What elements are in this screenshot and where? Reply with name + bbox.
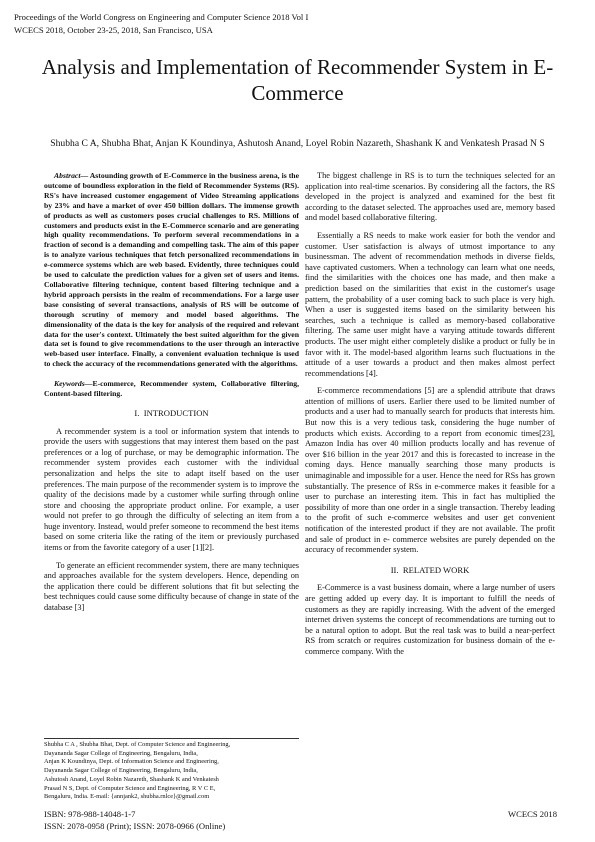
right-column	[305, 171, 555, 658]
left-column	[44, 171, 299, 614]
issn-line: ISSN: 2078-0958 (Print); ISSN: 2078-0966 (Online)	[44, 821, 226, 831]
section-number: I.	[134, 407, 140, 418]
footnote-line: Bengaluru, India. E-mail: {annjank2, shubha.rnlce}@gmail.com	[44, 793, 210, 801]
section-heading-related-work	[305, 565, 555, 576]
body-paragraph-3: E-commerce recommendations [5] are a splendid attribute that draws attention of millions of users. Earlier there used to be limited number of products and a user had to manually search for products that interests him. But now this is a very tedious task, considering the huge number of products which exists. According to a report from economic times[23], Amazon India has over 40 million products locally and has revenue of over $16 billion in the year 2017 and this is forecasted to increase in the coming days. Hence manually searching those many products is unimaginable and impossible for a user. Hence the need for RSs has grown substantially. The presence of RSs in e-commerce makes it feasible for a user to purchase an interesting item. This in fact has multiplied the possibility of more than one order in a single transaction. Thereby leading to the profit of such e-commerce websites and user get convenient notification of the interested product if they are not available. The profit and sale of product in e- commerce websites are purely depended on the accuracy of recommender system.	[305, 386, 555, 555]
abstract	[44, 171, 299, 369]
body-paragraph-2: Essentially a RS needs to make work easier for both the vendor and customer. User satisfaction is always of utmost importance to any businessman. The advent of recommendation methods in diverse fields, have captivated customers. When a technology can learn what one needs, find the similarities with the choices one has made, and then make a prediction based on the similarities that exist in the customer's usage pattern, the probability of a user coming back to such place is very high. When a user is suggested items based on the similarity between his searches, such a technique is called as memory-based collaborative filtering. The same user might have a varying attitude towards different products. The user might either completely dislike a product or fully be in favor with it. The model-based algorithm learns such fluctuations in the attitude of a user towards a product and then makes almost perfect recommendations [4].	[305, 230, 555, 378]
section-number: II.	[390, 564, 399, 575]
section-title: RELATED WORK	[402, 564, 470, 575]
footnote-line: Dayananda Sagar College of Engineering, Bengaluru, India,	[44, 767, 198, 775]
intro-paragraph-2: To generate an efficient recommender system, there are many techniques and approaches available for the system developers. Hence, depending on the application there could be different solutions that fit but selecting the best techniques could cause some difficulty because of change in state of the database [3]	[44, 560, 299, 613]
paper-title: Analysis and Implementation of Recommender System in E-Commerce	[41, 55, 554, 105]
footnote-line: Ashutosh Anand, Loyel Robin Nazareth, Shashank K and Venkatesh	[44, 775, 219, 783]
keywords-text: E-commerce, Recommender system, Collaborative filtering, Content-based filtering.	[44, 379, 299, 399]
header-line-1: Proceedings of the World Congress on Engineering and Computer Science 2018 Vol I	[14, 12, 309, 22]
body-paragraph-1: The biggest challenge in RS is to turn the techniques selected for an application into real-time scenarios. By considering all the factors, the RS developed in the project is analyzed and examined for the best fit according to the dataset selected. The approaches used are, memory based and model based collaborative filtering.	[305, 171, 555, 223]
author-list: Shubha C A, Shubha Bhat, Anjan K Koundinya, Ashutosh Anand, Loyel Robin Nazareth, Shashank K and Venkatesh Prasad N S	[50, 138, 545, 149]
header-line-2: WCECS 2018, October 23-25, 2018, San Francisco, USA	[14, 24, 213, 35]
section-initial: I	[143, 407, 147, 418]
section-heading-introduction	[44, 408, 299, 419]
keywords-label: Keywords—	[54, 379, 93, 389]
abstract-label: Abstract—	[54, 171, 89, 180]
footnote-line: Anjan K Koundinya, Dept. of Information Science and Engineering,	[44, 758, 219, 766]
isbn-line: ISBN: 978-988-14048-1-7	[44, 809, 136, 819]
abstract-text: Astounding growth of E-Commerce in the business arena, is the outcome of boundless exploration in the field of Recommender Systems (RS). RS's have increased customer engagement of Video Streaming applications by 23% and have a market of over 450 billion dollars. The immense growth of products as well as customers poses crucial challenges to RS. Millions of customers and products exist in the E-Commerce scenario and are generating high quality recommendations. To perform several recommendations in a fraction of second is a demanding and compelling task. The aim of this paper is to analyze various techniques that fetch personalized recommendations in e-commerce systems which are web based. Evidently, three techniques could be used to calculate the prediction values for a given set of users and items. Collaborative filtering technique, content based filtering technique and a hybrid approach persists in the realm of recommendations. For a large user base consisting of several transactions, analysis of RS will be outcome of thorough scrutiny of memory and model based algorithms. The dimensionality of the data is the key for analysis of the required and relevant data for the user's context. Ultimately the best suited algorithm for the given data set is found to give recommendations to the user through an interactive web-based user interface. Finally, a convenient evaluation technique is used to check the accuracy of the recommendations generated with the algorithms.	[44, 171, 299, 369]
author-footnote	[44, 738, 299, 802]
footnote-line: Shubha C A , Shubha Bhat, Dept. of Computer Science and Engineering,	[44, 741, 231, 748]
running-header	[14, 11, 308, 36]
related-paragraph-1: E-Commerce is a vast business domain, where a large number of users are getting added up every day. It is important to fulfill the needs of customers as they are rapidly increasing. With the advent of the emerged internet driven systems the concept of recommendations are turning out to be a natural option to adopt. But the real task was to build a near-perfect RS from scratch or requires customization for business domain of the e-commerce company. With the	[305, 583, 555, 656]
section-title-rest: NTRODUCTION	[146, 407, 209, 418]
footer-conference: WCECS 2018	[508, 809, 557, 819]
intro-paragraph-1: A recommender system is a tool or information system that intends to provide the users with suggestions that may interest them based on the past preferences or a log of purchase, or may be demographic information. The recommender system provides each customer with the individual personalization and helps the site to adapt itself based on the user preferences. The main purpose of the recommender system is to improve the quality of the decisions made by a customer while surfing through online store and choosing the appropriate product online. For example, a user would not prefer to go through the difficulty of selecting an item from a huge inventory. Instead, would prefer someone to recommend the best items based on some criteria like the rating of the item or previously purchased items or from the favorite category of a user [1][2].	[44, 426, 299, 553]
footnote-line: Prasad N S, Dept. of Computer Science and Engineering, R V C E,	[44, 784, 216, 792]
footnote-line: Dayananda Sagar College of Engineering, Bengaluru, India,	[44, 749, 198, 757]
footer-identifiers	[44, 808, 225, 832]
keywords	[44, 379, 299, 399]
